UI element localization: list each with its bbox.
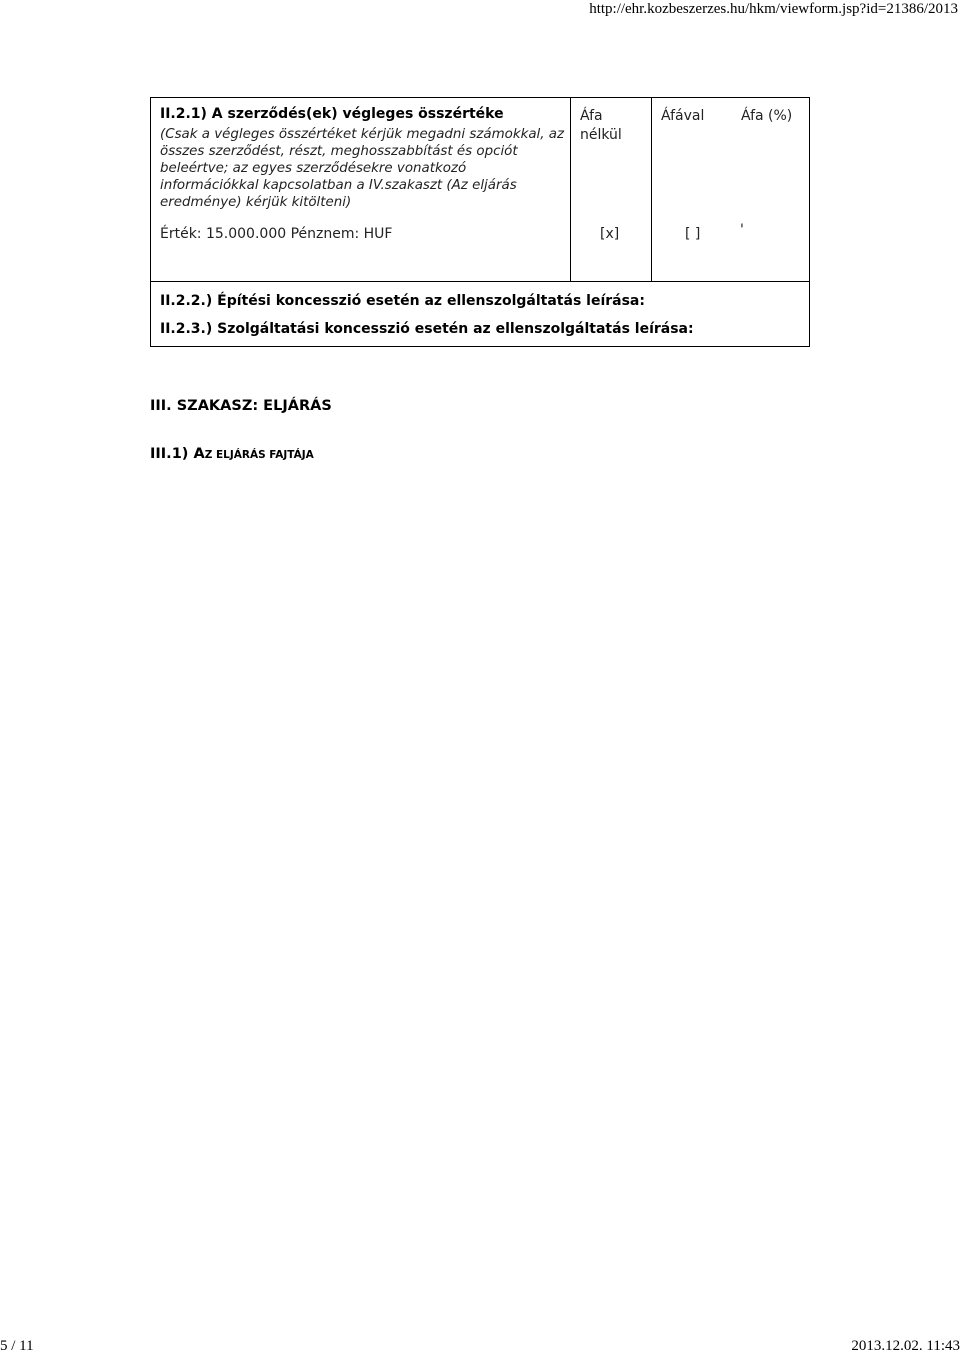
col-header-with-vat: Áfával (661, 108, 705, 124)
col-header-vat-percent: Áfa (%) (741, 108, 793, 124)
col-header-without-vat: Áfa nélkül (580, 108, 622, 143)
section-ii-2-1-title: II.2.1) A szerződés(ek) végleges összértéke (160, 106, 504, 122)
section-iii-heading: III. SZAKASZ: ELJÁRÁS (150, 398, 332, 414)
table-divider-row (150, 281, 810, 282)
section-ii-2-1-description: (Csak a végleges összértéket kérjük megadni számokkal, az összes szerződést, részt, meghosszabbítást és opciót beleértve; az egyes szerződésekre vonatkozó információkkal kapcsolatban a IV.szakaszt (Az eljárás eredménye) kérjük kitölteni) (160, 127, 565, 210)
section-iii-1-rest: Z ELJÁRÁS FAJTÁJA (204, 449, 314, 461)
vat-percent-value: ' (740, 222, 744, 238)
table-border-top (150, 97, 810, 98)
checkbox-with-vat: [ ] (685, 226, 701, 242)
table-divider-col2 (651, 97, 652, 282)
table-border-right (809, 97, 810, 347)
print-datetime: 2013.12.02. 11:43 (851, 1338, 960, 1354)
table-border-bottom (150, 346, 810, 347)
section-ii-2-3-title: II.2.3.) Szolgáltatási koncesszió esetén az ellenszolgáltatás leírása: (160, 321, 694, 337)
table-divider-col1 (570, 97, 571, 282)
page-number: 5 / 11 (0, 1338, 34, 1354)
section-iii-1-prefix: III.1) A (150, 446, 205, 462)
checkbox-without-vat: [x] (600, 226, 620, 242)
contract-value-text: Érték: 15.000.000 Pénznem: HUF (160, 226, 393, 242)
section-iii-1-heading (150, 446, 314, 462)
page-url: http://ehr.kozbeszerzes.hu/hkm/viewform.jsp?id=21386/2013 (589, 1, 958, 17)
table-border-left (150, 97, 151, 347)
section-ii-2-2-title: II.2.2.) Építési koncesszió esetén az ellenszolgáltatás leírása: (160, 293, 645, 309)
